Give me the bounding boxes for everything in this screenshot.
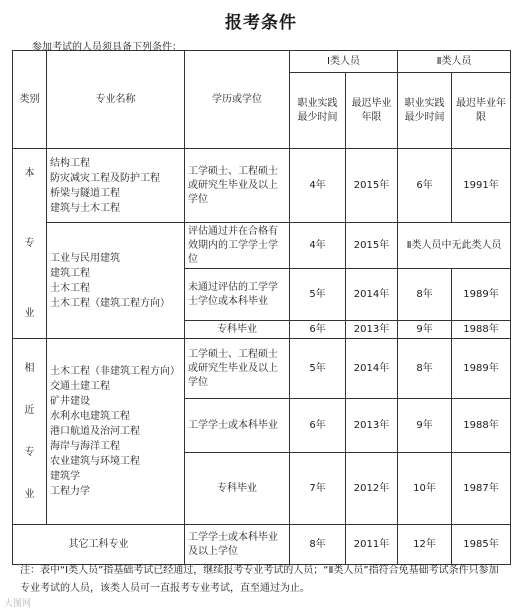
class1-time: 8年 xyxy=(290,525,346,565)
class2-time: 8年 xyxy=(398,269,452,321)
class1-time: 5年 xyxy=(290,269,346,321)
header-class1: Ⅰ类人员 xyxy=(290,51,398,73)
class1-year: 2012年 xyxy=(346,453,398,525)
watermark: 大图网 xyxy=(4,599,32,609)
header-major: 专业名称 xyxy=(47,51,185,149)
class1-year: 2014年 xyxy=(346,269,398,321)
class2-none-note: Ⅱ类人员中无此类人员 xyxy=(398,223,511,269)
class1-year: 2013年 xyxy=(346,399,398,453)
table-row xyxy=(13,149,511,223)
major-list: 结构工程 防灾减灾工程及防护工程 桥梁与隧道工程 建筑与土木工程 xyxy=(47,149,185,223)
degree-cell: 工学学士或本科毕业及以上学位 xyxy=(185,525,290,565)
category-other: 其它工科专业 xyxy=(13,525,185,565)
header-class1-min-time: 职业实践最少时间 xyxy=(290,73,346,149)
class2-year: 1991年 xyxy=(452,149,511,223)
header-class2-latest-year: 最迟毕业年限 xyxy=(452,73,511,149)
class1-time: 6年 xyxy=(290,399,346,453)
category-benzhuanye: 本 专 业 xyxy=(13,149,47,339)
class2-time: 8年 xyxy=(398,339,452,399)
class2-year: 1987年 xyxy=(452,453,511,525)
major-list: 土木工程（非建筑工程方向） 交通土建工程 矿井建设 水利水电建筑工程 港口航道及治河工程 海岸与海洋工程 农业建筑与环境工程 建筑学 工程力学 xyxy=(47,339,185,525)
class1-time: 7年 xyxy=(290,453,346,525)
class2-year: 1988年 xyxy=(452,399,511,453)
class2-time: 6年 xyxy=(398,149,452,223)
class1-time: 4年 xyxy=(290,149,346,223)
class1-year: 2015年 xyxy=(346,223,398,269)
degree-cell: 工学学士或本科毕业 xyxy=(185,399,290,453)
degree-cell: 专科毕业 xyxy=(185,321,290,339)
degree-cell: 工学硕士、工程硕士或研究生毕业及以上学位 xyxy=(185,149,290,223)
table-row xyxy=(13,223,511,269)
class2-year: 1989年 xyxy=(452,269,511,321)
class2-time: 12年 xyxy=(398,525,452,565)
class2-year: 1985年 xyxy=(452,525,511,565)
header-class2: Ⅱ类人员 xyxy=(398,51,511,73)
header-class1-latest-year: 最迟毕业年限 xyxy=(346,73,398,149)
class1-time: 5年 xyxy=(290,339,346,399)
class1-year: 2014年 xyxy=(346,339,398,399)
degree-cell: 评估通过并在合格有效期内的工学学士学位 xyxy=(185,223,290,269)
degree-cell: 未通过评估的工学学士学位或本科毕业 xyxy=(185,269,290,321)
class1-time: 6年 xyxy=(290,321,346,339)
footnote: 注：表中“Ⅰ类人员”指基础考试已经通过，继续报考专业考试的人员；“Ⅱ类人员”指符合免基础考试条件只参加专业考试的人员，该类人员可一直报考专业考试，直至通过为止。 xyxy=(20,565,499,594)
degree-cell: 工学硕士、工程硕士或研究生毕业及以上学位 xyxy=(185,339,290,399)
header-category: 类别 xyxy=(13,51,47,149)
class2-year: 1988年 xyxy=(452,321,511,339)
requirements-table xyxy=(12,50,511,565)
intro-text: 参加考试的人员须具备下列条件： xyxy=(32,42,182,53)
header-class2-min-time: 职业实践最少时间 xyxy=(398,73,452,149)
header-row-1 xyxy=(13,51,511,73)
class1-time: 4年 xyxy=(290,223,346,269)
class2-time: 9年 xyxy=(398,399,452,453)
major-list: 工业与民用建筑 建筑工程 土木工程 土木工程（建筑工程方向） xyxy=(47,223,185,339)
class1-year: 2013年 xyxy=(346,321,398,339)
table-row xyxy=(13,339,511,399)
class1-year: 2011年 xyxy=(346,525,398,565)
class2-time: 10年 xyxy=(398,453,452,525)
category-xiangjin: 相 近 专 业 xyxy=(13,339,47,525)
header-degree: 学历或学位 xyxy=(185,51,290,149)
class2-time: 9年 xyxy=(398,321,452,339)
class1-year: 2015年 xyxy=(346,149,398,223)
degree-cell: 专科毕业 xyxy=(185,453,290,525)
table-row xyxy=(13,525,511,565)
document-title: 报考条件 xyxy=(225,13,297,33)
class2-year: 1989年 xyxy=(452,339,511,399)
